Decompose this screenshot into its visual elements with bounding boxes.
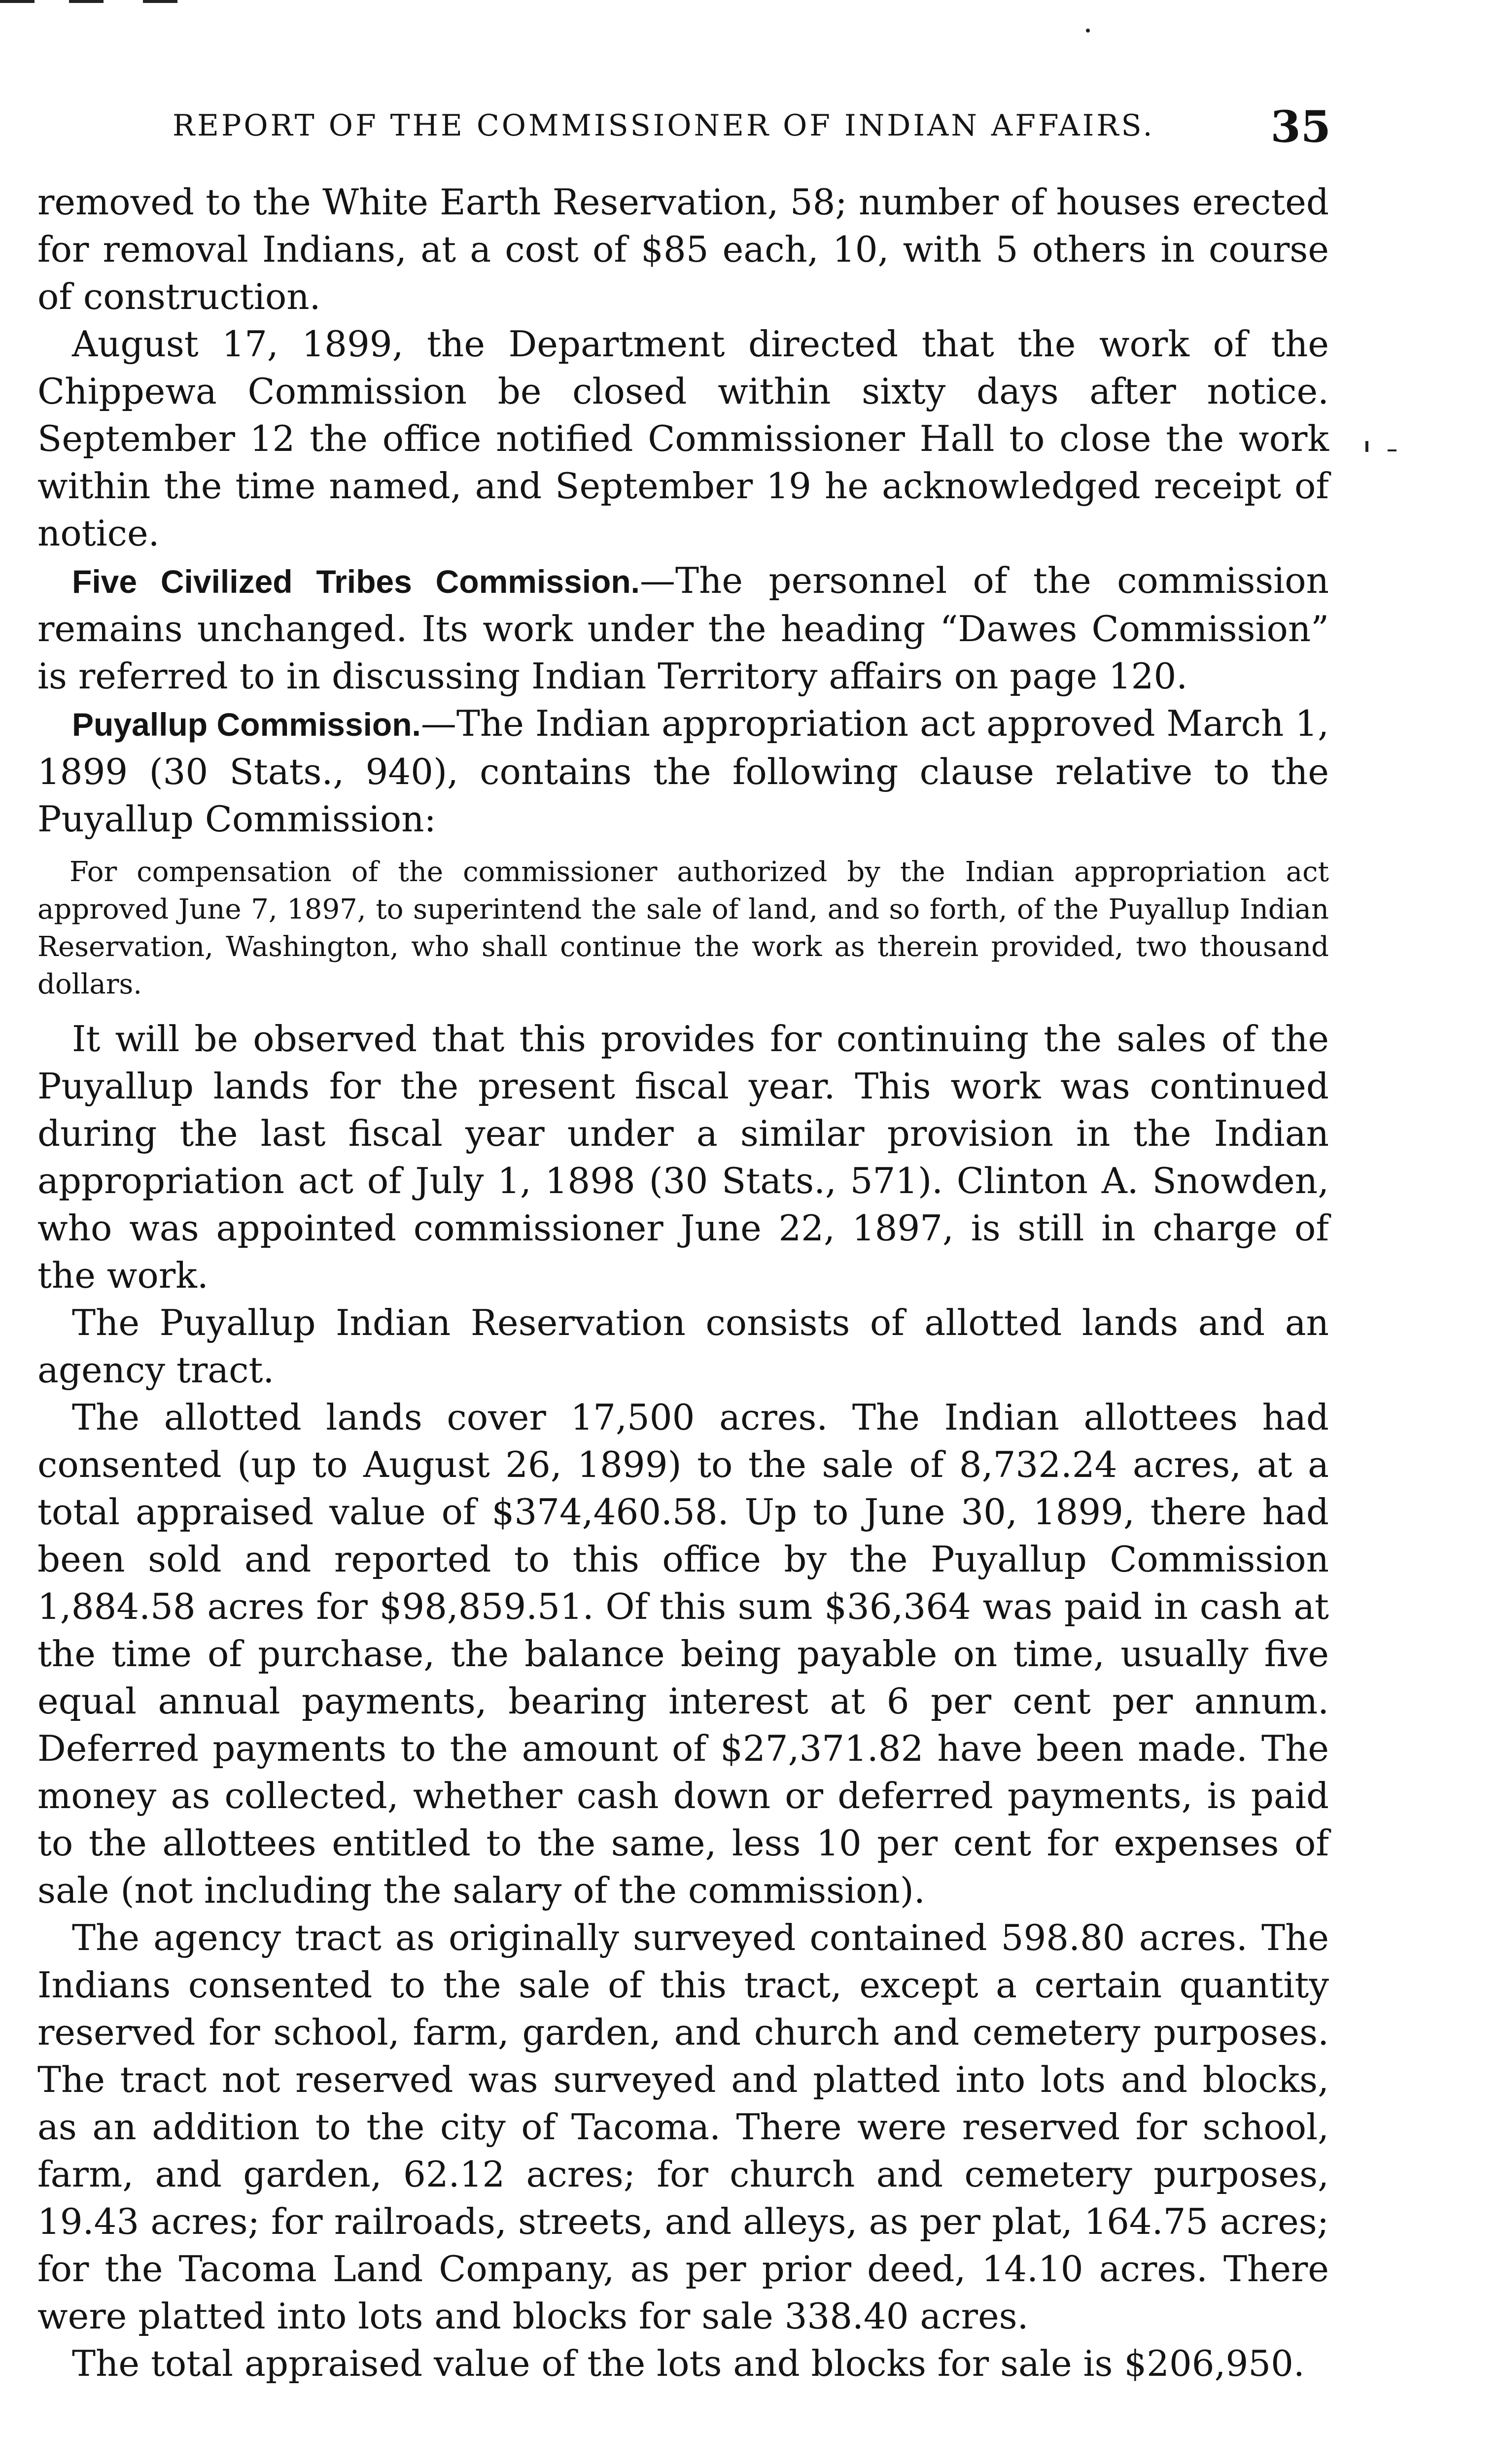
paragraph-sales-continued — [37, 1015, 1329, 1299]
paragraph-reservation-composition — [37, 1299, 1329, 1394]
scan-mark-top-left-2 — [69, 0, 104, 3]
paragraph-text: The agency tract as originally surveyed contained 598.80 acres. The Indians consented to the sale of this tract, except a certain quantity reserved for school, farm, garden, and church and cemetery purposes. The tract not reserved was surveyed and platted into lots and blocks, as an addition to the city of Tacoma. There were reserved for school, farm, and garden, 62.12 acres; for church and cemetery purposes, 19.43 acres; for railroads, streets, and alleys, as per plat, 164.75 acres; for the Tacoma Land Company, as per prior deed, 14.10 acres. There were platted into lots and blocks for sale 338.40 acres. — [37, 1917, 1329, 2337]
body-text — [37, 178, 1329, 2387]
scan-mark-top-left-3 — [143, 0, 177, 3]
paragraph-puyallup-commission — [37, 700, 1329, 843]
scan-mark-margin-dash — [1388, 449, 1396, 451]
scan-mark-margin-tick — [1365, 441, 1368, 452]
paragraph-text: The Puyallup Indian Reservation consists of allotted lands and an agency tract. — [37, 1302, 1329, 1391]
scan-mark-dot — [1086, 29, 1090, 33]
paragraph-text: The total appraised value of the lots and blocks for sale is $206,950. — [72, 2343, 1305, 2384]
paragraph-text: —The Indian appropriation act approved March 1, 1899 (30 Stats., 940), contains the following clause relative to the Puyallup Commission: — [37, 703, 1329, 840]
header-title: REPORT OF THE COMMISSIONER OF INDIAN AFFAIRS. — [173, 108, 1155, 143]
paragraph-text: —The personnel of the commission remains unchanged. Its work under the heading “Dawes Commission” is referred to in discussing Indian Territory affairs on page 120. — [37, 560, 1329, 697]
paragraph-text: The allotted lands cover 17,500 acres. The Indian allottees had consented (up to August 26, 1899) to the sale of 8,732.24 acres, at a total appraised value of $374,460.58. Up to June 30, 1899, there had been sold and reported to this office by the Puyallup Commission 1,884.58 acres for $98,859.51. Of this sum $36,364 was paid in cash at the time of purchase, the balance being payable on time, usually five equal annual payments, bearing interest at 6 per cent per annum. Deferred payments to the amount of $27,371.82 have been made. The money as collected, whether cash down or deferred payments, is paid to the allottees entitled to the same, less 10 per cent for expenses of sale (not including the salary of the commission). — [37, 1397, 1329, 1911]
paragraph-text: August 17, 1899, the Department directed that the work of the Chippewa Commission be closed within sixty days after notice. September 12 the office notified Commissioner Hall to close the work within the time named, and September 19 he acknowledged receipt of notice. — [37, 323, 1329, 554]
paragraph-chippewa-commission — [37, 320, 1329, 557]
scan-mark-top-left — [0, 0, 35, 3]
paragraph-five-civilized-tribes — [37, 557, 1329, 700]
paragraph-text: It will be observed that this provides for continuing the sales of the Puyallup lands for the present fiscal year. This work was continued during the last fiscal year under a similar provision in the Indian appropriation act of July 1, 1898 (30 Stats., 571). Clinton A. Snowden, who was appointed commissioner June 22, 1897, is still in charge of the work. — [37, 1018, 1329, 1296]
paragraph-agency-tract — [37, 1914, 1329, 2340]
paragraph-total-appraised-value — [37, 2340, 1329, 2387]
running-header — [148, 101, 1331, 155]
section-lead-five-civilized-tribes: Five Civilized Tribes Commission. — [72, 563, 640, 600]
block-quote — [37, 854, 1329, 1003]
section-lead-puyallup-commission: Puyallup Commission. — [72, 706, 421, 743]
paragraph-allotted-lands — [37, 1394, 1329, 1914]
quote-text: For compensation of the commissioner authorized by the Indian appropriation act approved June 7, 1897, to superintend the sale of land, and so forth, of the Puyallup Indian Reservation, Washington, who shall continue the work as therein provided, two thousand dollars. — [37, 856, 1329, 1000]
page-number: 35 — [1270, 101, 1331, 152]
paragraph-text: removed to the White Earth Reservation, 58; number of houses erected for removal Indians, at a cost of $85 each, 10, with 5 others in course of construction. — [37, 181, 1329, 317]
paragraph-continuation — [37, 178, 1329, 320]
